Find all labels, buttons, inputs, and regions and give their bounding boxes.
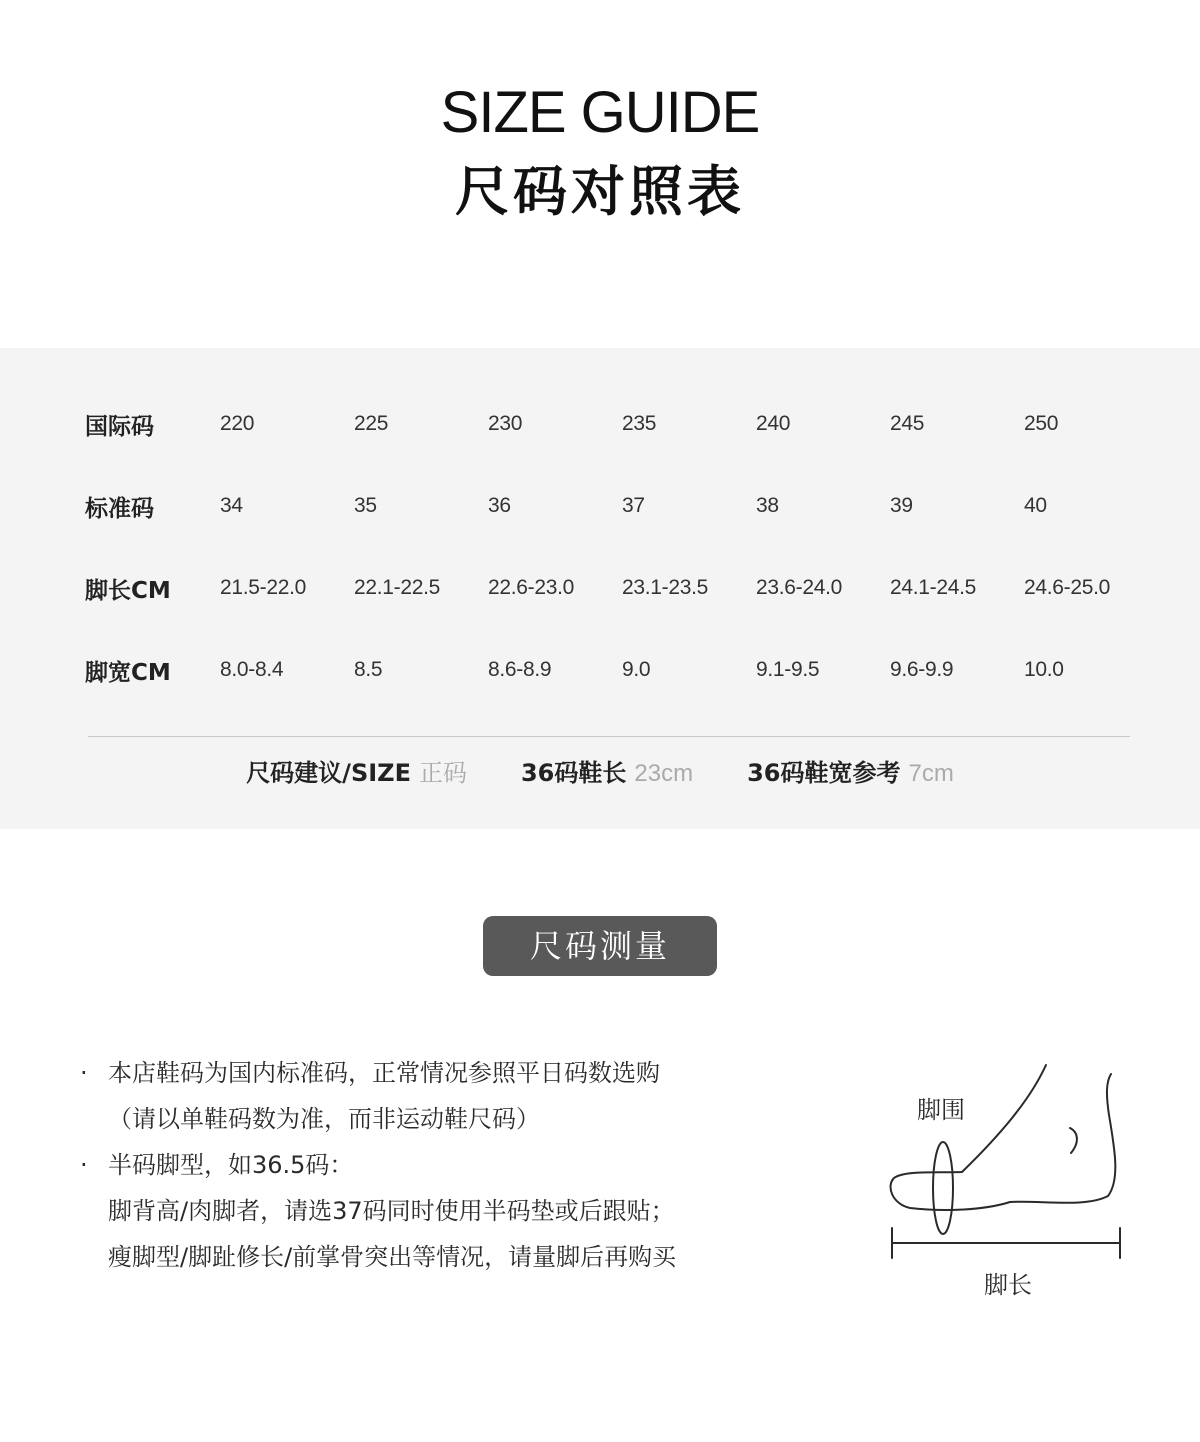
table-cell: 8.5 [354,658,383,681]
list-item [78,1050,798,1096]
size-summary [0,753,1200,788]
table-cell: 24.1-24.5 [890,576,977,599]
table-cell: 10.0 [1024,658,1064,681]
length-label: 脚长 [984,1271,1032,1299]
summary-size-advice [246,753,467,788]
table-cell: 9.0 [622,658,651,681]
table-cell: 21.5-22.0 [220,576,307,599]
row-label: 脚长CM [85,577,171,604]
summary-label: 36码鞋长 [520,759,627,787]
table-cell: 8.6-8.9 [488,658,552,681]
page-header [0,78,1200,228]
size-table [85,383,1158,711]
table-cell: 40 [1024,494,1047,517]
table-row [85,383,1158,465]
summary-value: 23cm [634,760,694,787]
note-text: 脚背高/肉脚者，请选37码同时使用半码垫或后跟贴； [108,1197,675,1225]
table-row [85,465,1158,547]
table-cell: 250 [1024,412,1059,435]
table-cell: 9.6-9.9 [890,658,954,681]
table-cell: 24.6-25.0 [1024,576,1111,599]
divider [88,736,1130,737]
measure-section-badge: 尺码测量 [483,916,717,976]
table-cell: 8.0-8.4 [220,658,284,681]
note-text: 半码脚型，如36.5码： [108,1151,354,1179]
summary-value: 7cm [908,760,954,787]
table-cell: 23.6-24.0 [756,576,843,599]
table-cell: 34 [220,494,243,517]
bullet-icon: · [80,1151,88,1179]
table-cell: 22.1-22.5 [354,576,441,599]
list-item [78,1188,798,1234]
note-text: 本店鞋码为国内标准码，正常情况参照平日码数选购 [108,1059,660,1087]
table-cell: 225 [354,412,389,435]
table-cell: 38 [756,494,779,517]
table-row [85,629,1158,711]
title-english: SIZE GUIDE [440,80,760,145]
summary-label: 36码鞋宽参考 [747,759,901,787]
summary-shoe-width [747,753,954,788]
summary-label: 尺码建议/SIZE [246,759,411,787]
table-row [85,547,1158,629]
table-cell: 23.1-23.5 [622,576,709,599]
summary-value: 正码 [418,760,467,787]
table-cell: 22.6-23.0 [488,576,575,599]
girth-label: 脚围 [917,1096,965,1124]
list-item [78,1234,798,1280]
title-chinese: 尺码对照表 [455,160,745,223]
table-cell: 220 [220,412,255,435]
note-text: 瘦脚型/脚趾修长/前掌骨突出等情况，请量脚后再购买 [108,1243,677,1271]
foot-measurement-diagram [880,1060,1130,1300]
table-cell: 37 [622,494,645,517]
table-cell: 35 [354,494,377,517]
note-text: （请以单鞋码数为准，而非运动鞋尺码） [108,1105,540,1133]
size-chart-panel [0,348,1200,829]
measure-notes [78,1050,798,1280]
summary-shoe-length [521,753,693,788]
row-label: 脚宽CM [85,659,171,686]
table-cell: 235 [622,412,657,435]
table-cell: 36 [488,494,511,517]
bullet-icon: · [80,1059,88,1087]
table-cell: 230 [488,412,523,435]
list-item [78,1142,798,1188]
row-label: 国际码 [85,413,154,440]
table-cell: 9.1-9.5 [756,658,820,681]
table-cell: 245 [890,412,925,435]
list-item [78,1096,798,1142]
row-label: 标准码 [85,495,154,522]
table-cell: 240 [756,412,791,435]
table-cell: 39 [890,494,913,517]
